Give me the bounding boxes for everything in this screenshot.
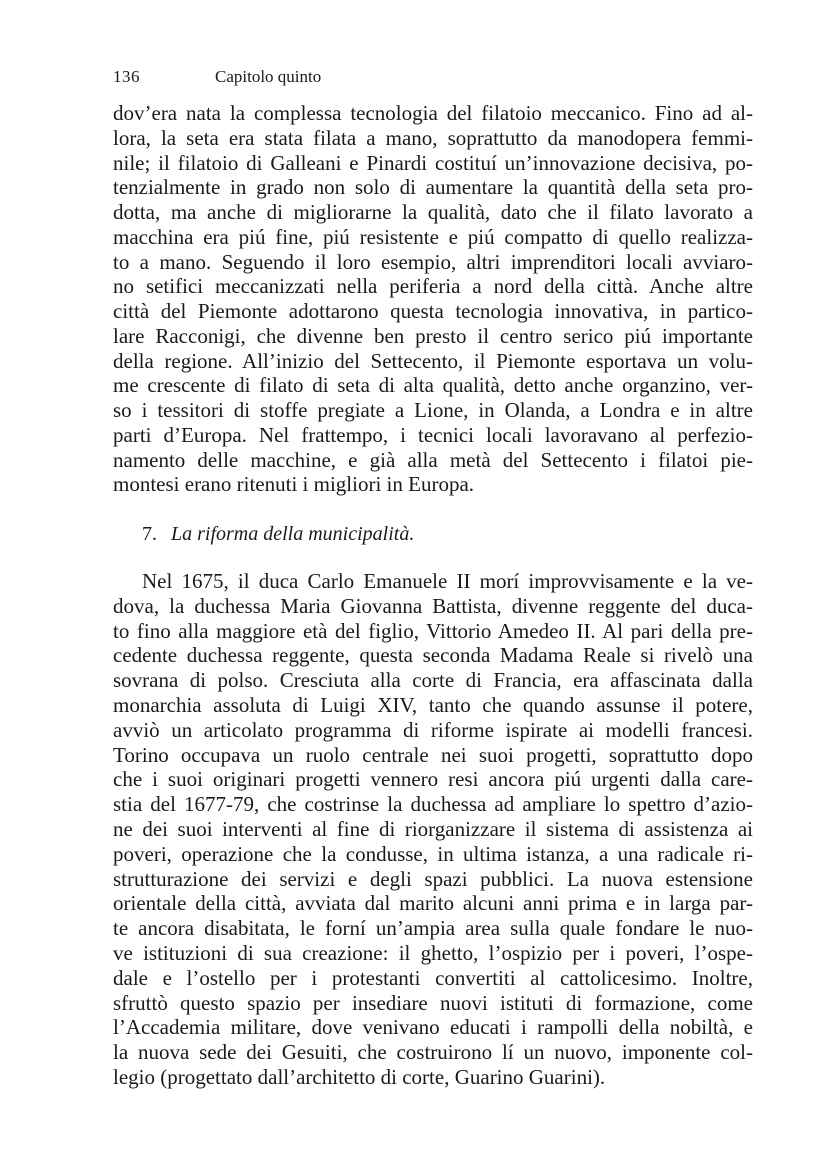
section-title: La riforma della municipalità.	[171, 523, 415, 545]
text-line: lare Racconigi, che divenne ben presto il centro serico piú importante	[113, 323, 753, 348]
text-line: dale e l’ostello per i protestanti convertiti al cattolicesimo. Inoltre,	[113, 965, 753, 990]
text-line: avviò un articolato programma di riforme ispirate ai modelli francesi.	[113, 717, 753, 742]
running-head	[113, 66, 753, 88]
text-line: poveri, operazione che la condusse, in ultima istanza, a una radicale ri-	[113, 841, 753, 866]
text-line: che i suoi originari progetti vennero resi ancora piú urgenti dalla care-	[113, 767, 753, 792]
text-line: dotta, ma anche di migliorarne la qualità, dato che il filato lavorato a	[113, 200, 753, 224]
text-line: namento delle macchine, e già alla metà del Settecento i filatoi pie-	[113, 447, 753, 472]
section-heading	[142, 521, 414, 547]
text-line: so i tessitori di stoffe pregiate a Lione, in Olanda, a Londra e in altre	[113, 398, 753, 422]
page-number: 136	[113, 67, 140, 86]
text-line: della regione. All’inizio del Settecento, il Piemonte esportava un volu-	[113, 348, 753, 373]
text-line: dova, la duchessa Maria Giovanna Battista, divenne reggente del duca-	[113, 593, 753, 618]
text-line: orientale della città, avviata dal marito alcuni anni prima e in larga par-	[113, 891, 753, 916]
text-line: ne dei suoi interventi al fine di riorganizzare il sistema di assistenza ai	[113, 817, 753, 841]
text-line: dov’era nata la complessa tecnologia del filatoio meccanico. Fino ad al-	[113, 101, 753, 125]
text-line: città del Piemonte adottarono questa tecnologia innovativa, in partico-	[113, 299, 753, 323]
text-line: montesi erano ritenuti i migliori in Europa.	[113, 472, 475, 497]
section-number: 7.	[142, 523, 157, 545]
text-line: Nel 1675, il duca Carlo Emanuele II morí improvvisamente e la ve-	[142, 569, 753, 593]
text-line: sfruttò questo spazio per insediare nuovi istituti di formazione, come	[113, 990, 753, 1015]
text-line: stia del 1677-79, che costrinse la duchessa ad ampliare lo spettro d’azio-	[113, 792, 753, 817]
text-line: parti d’Europa. Nel frattempo, i tecnici locali lavoravano al perfezio-	[113, 422, 753, 447]
text-line: cedente duchessa reggente, questa seconda Madama Reale si rivelò una	[113, 643, 753, 668]
chapter-title: Capitolo quinto	[215, 67, 322, 86]
text-line: l’Accademia militare, dove venivano educati i rampolli della nobiltà, e	[113, 1015, 753, 1040]
text-line: to a mano. Seguendo il loro esempio, altri imprenditori locali avviaro-	[113, 249, 753, 274]
text-line: me crescente di filato di seta di alta qualità, detto anche organzino, ver-	[113, 373, 753, 398]
text-line: macchina era piú fine, piú resistente e piú compatto di quello realizza-	[113, 224, 753, 249]
text-line: legio (progettato dall’architetto di corte, Guarino Guarini).	[113, 1065, 606, 1089]
text-line: ve istituzioni di sua creazione: il ghetto, l’ospizio per i poveri, l’ospe-	[113, 941, 753, 965]
text-line: Torino occupava un ruolo centrale nei suoi progetti, soprattutto dopo	[113, 742, 753, 767]
text-line: te ancora disabitata, le forní un’ampia area sulla quale fondare le nuo-	[113, 916, 753, 941]
text-line: strutturazione dei servizi e degli spazi pubblici. La nuova estensione	[113, 866, 753, 891]
text-line: nile; il filatoio di Galleani e Pinardi costituí un’innovazione decisiva, po-	[113, 150, 753, 175]
text-line: no setifici meccanizzati nella periferia a nord della città. Anche altre	[113, 274, 753, 299]
text-line: la nuova sede dei Gesuiti, che costruirono lí un nuovo, imponente col-	[113, 1040, 753, 1065]
text-line: to fino alla maggiore età del figlio, Vittorio Amedeo II. Al pari della pre-	[113, 618, 753, 643]
text-line: monarchia assoluta di Luigi XIV, tanto che quando assunse il potere,	[113, 693, 753, 717]
text-line: tenzialmente in grado non solo di aumentare la quantità della seta pro-	[113, 175, 753, 200]
text-line: lora, la seta era stata filata a mano, soprattutto da manodopera femmi-	[113, 125, 753, 150]
text-line: sovrana di polso. Cresciuta alla corte di Francia, era affascinata dalla	[113, 668, 753, 693]
